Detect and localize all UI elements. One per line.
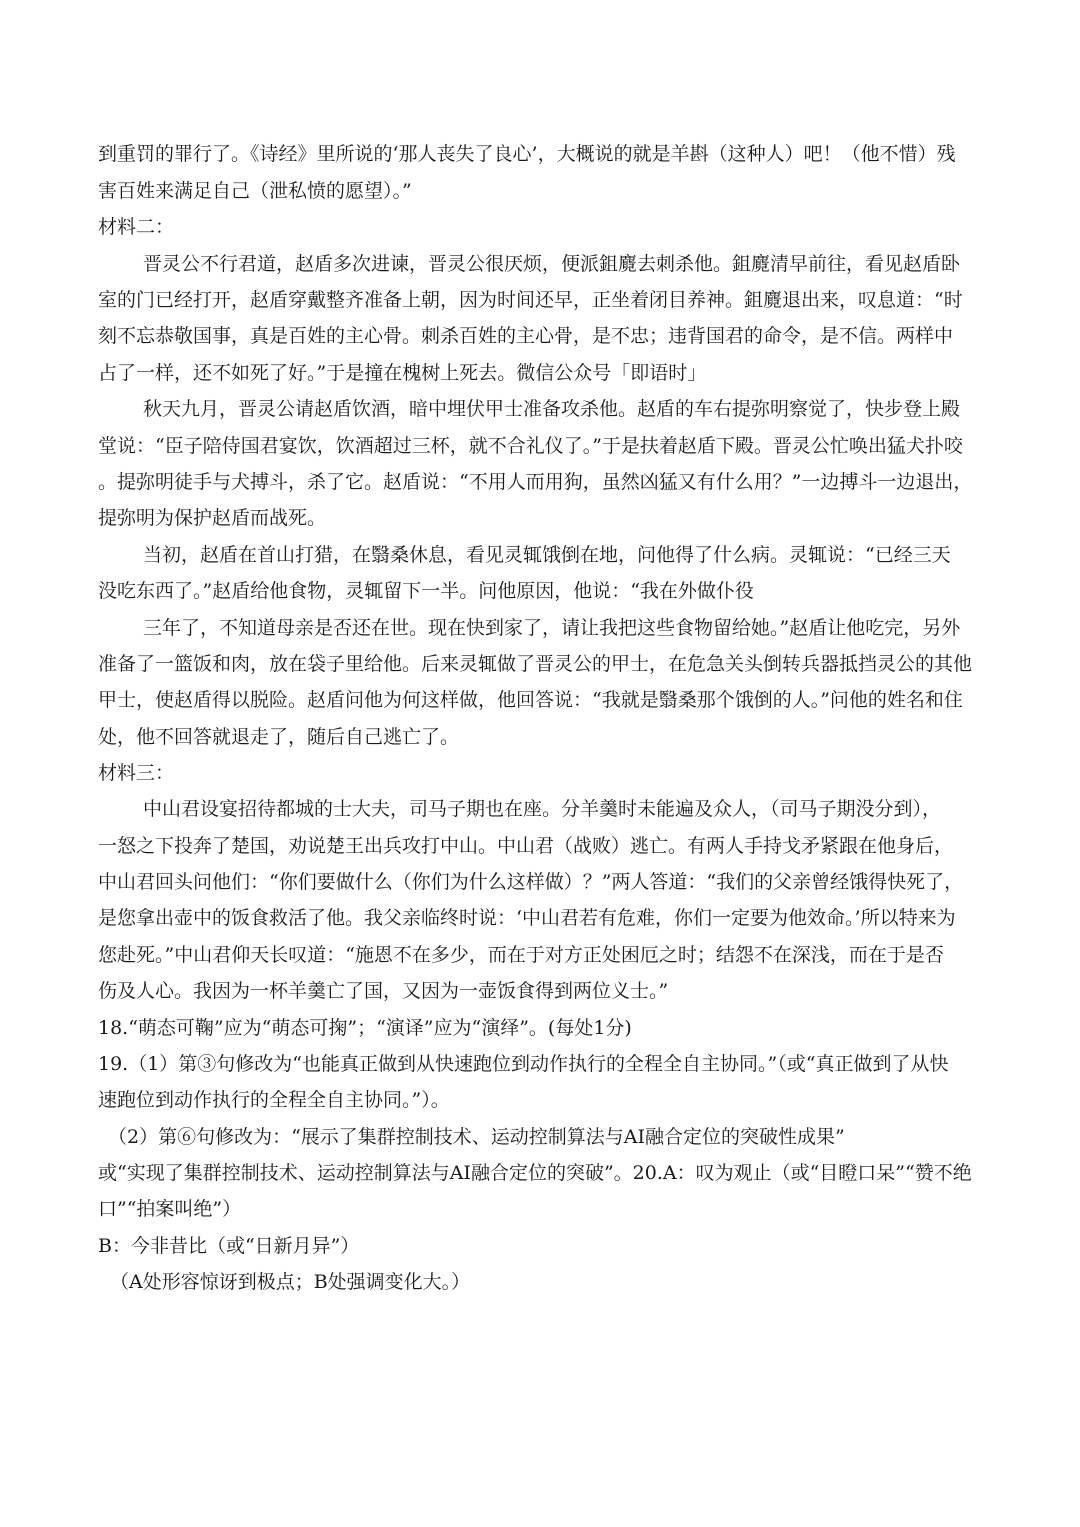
text-line: 害百姓来满足自己（泄私愤的愿望）。”: [98, 180, 412, 202]
text-line: 速跑位到动作执行的全程全自主协同。”）。: [98, 1089, 450, 1111]
text-line: 中山君设宴招待都城的士大夫，司马子期也在座。分羊羹时未能遍及众人，（司马子期没分到），: [143, 798, 942, 820]
text-line: 到重罚的罪行了。《诗经》里所说的‘那人丧失了良心’，大概说的就是羊斟（这种人）吧！（他不惜）残: [98, 143, 956, 165]
text-line: 中山君回头问他们：“你们要做什么（你们为什么这样做）？”两人答道：“我们的父亲曾经饿得快死了，: [98, 871, 964, 893]
text-line: 准备了一篮饭和肉，放在袋子里给他。后来灵辄做了晋灵公的甲士，在危急关头倒转兵器抵挡灵公的其他: [98, 653, 973, 675]
answer-18: 18.“萌态可鞠”应为“萌态可掬”；“演译”应为“演绎”。(每处1分): [98, 1017, 632, 1039]
text-line: 口”“拍案叫绝”）: [98, 1198, 242, 1220]
answer-20: 或“实现了集群控制技术、运动控制算法与AI融合定位的突破”。20.A：叹为观止（或“目瞪口呆”“赞不绝: [98, 1162, 972, 1184]
text-line: 一怒之下投奔了楚国，劝说楚王出兵攻打中山。中山君（战败）逃亡。有两人手持戈矛紧跟在他身后，: [98, 835, 954, 857]
text-line: 是您拿出壶中的饭食救活了他。我父亲临终时说：‘中山君若有危难，你们一定要为他效命。’所以特来为: [98, 907, 956, 929]
text-line: 三年了，不知道母亲是否还在世。现在快到家了，请让我把这些食物留给她。”赵盾让他吃完，另外: [143, 617, 961, 639]
text-line: 没吃东西了。”赵盾给他食物，灵辄留下一半。问他原因，他说：“我在外做仆役: [98, 580, 754, 602]
text-line: 堂说：“臣子陪侍国君宴饮，饮酒超过三杯，就不合礼仪了。”于是扶着赵盾下殿。晋灵公忙唤出猛犬扑咬: [98, 435, 963, 457]
text-line: 提弥明为保护赵盾而战死。: [98, 507, 327, 529]
text-line: 当初，赵盾在首山打猎，在翳桑休息，看见灵辄饿倒在地，问他得了什么病。灵辄说：“已经三天: [143, 544, 951, 566]
text-line: 秋天九月，晋灵公请赵盾饮酒，暗中埋伏甲士准备攻杀他。赵盾的车右提弥明察觉了，快步登上殿: [143, 398, 961, 420]
text-line: 刻不忘恭敬国事，真是百姓的主心骨。刺杀百姓的主心骨，是不忠；违背国君的命令，是不信。两样中: [98, 325, 954, 347]
text-line: 处，他不回答就退走了，随后自己逃亡了。: [98, 726, 460, 748]
answer-note: （A处形容惊讶到极点；B处强调变化大。）: [110, 1271, 471, 1293]
text-line: 。提弥明徒手与犬搏斗，杀了它。赵盾说：“不用人而用狗，虽然凶猛又有什么用？”一边搏斗一边退出，: [98, 471, 973, 493]
text-line: 占了一样，还不如死了好。”于是撞在槐树上死去。微信公众号「即语时」: [98, 362, 707, 384]
answer-19-2: （2）第⑥句修改为：“展示了集群控制技术、运动控制算法与AI融合定位的突破性成果”: [108, 1126, 845, 1148]
text-line: 室的门已经打开，赵盾穿戴整齐准备上朝，因为时间还早，正坐着闭目养神。鉏麑退出来，叹息道：“时: [98, 289, 963, 311]
text-line: 您赴死。”中山君仰天长叹道：“施恩不在多少，而在于对方正处困厄之时；结怨不在深浅，而在于是否: [98, 944, 944, 966]
text-line: 伤及人心。我因为一杯羊羹亡了国，又因为一壶饭食得到两位义士。”: [98, 980, 669, 1002]
answer-19-1: 19.（1）第③句修改为“也能真正做到从快速跑位到动作执行的全程全自主协同。”（或“真正做到了从快: [98, 1053, 949, 1075]
answer-20-b: B：今非昔比（或“日新月异”）: [98, 1235, 360, 1257]
text-line: 晋灵公不行君道，赵盾多次进谏，晋灵公很厌烦，便派鉏麑去刺杀他。鉏麑清早前往，看见赵盾卧: [143, 253, 961, 275]
section-heading: 材料三：: [98, 762, 175, 784]
section-heading: 材料二：: [98, 216, 175, 238]
text-line: 甲士，使赵盾得以脱险。赵盾问他为何这样做，他回答说：“我就是翳桑那个饿倒的人。”问他的姓名和住: [98, 689, 963, 711]
